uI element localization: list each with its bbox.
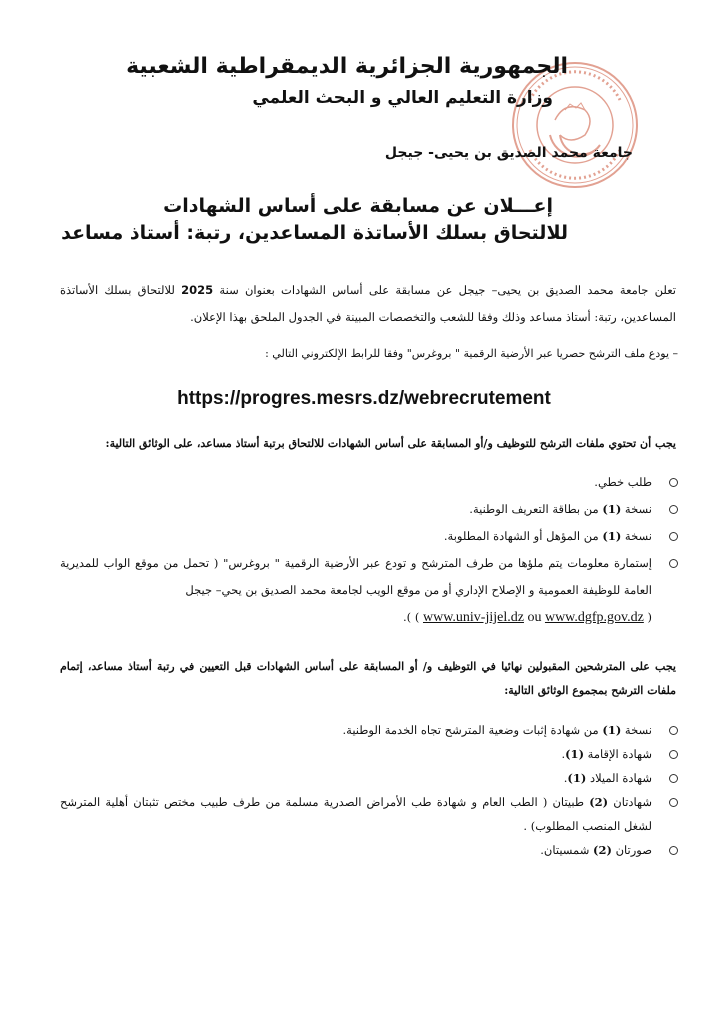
copy-count: (1): [602, 723, 622, 737]
list-item-text: نسخة: [621, 529, 652, 543]
copy-count: (2): [589, 795, 609, 809]
list-item-text: صورتان: [611, 843, 652, 857]
circle-bullet-icon: [669, 846, 678, 855]
intro-text-before: تعلن جامعة محمد الصديق بن يحيى– جيجل عن مسابقة على أساس الشهادات بعنوان سنة: [213, 283, 676, 297]
list-item-text: طبيتان ( الطب العام و شهادة طب الأمراض الصدرية مسلمة من طرف طبيب مختص تثبتان أهلية المترشح لشغل المنصب المطلوب) .: [60, 795, 652, 833]
circle-bullet-icon: [669, 559, 678, 568]
list-item-text: إستمارة معلومات يتم ملؤها من طرف المترشح و تودع عبر الأرضية الرقمية " بروغرس" ( تحمل من موقع الواب للمديرية العامة للوظيفة العمومية و الإصلاح الإداري أو من موقع الويب لجامعة محمد الصديق بن يحي– جيجل: [60, 556, 652, 597]
list-item-text: .: [563, 771, 568, 785]
list-item-text: من شهادة إثبات وضعية المترشح تجاه الخدمة الوطنية.: [342, 723, 603, 737]
list-item-text: من المؤهل أو الشهادة المطلوبة.: [443, 529, 603, 543]
list-item: [60, 790, 680, 838]
paren-open: (: [643, 610, 652, 624]
republic-heading: الجمهورية الجزائرية الديمقراطية الشعبية: [126, 54, 568, 79]
copy-count: (1): [567, 771, 587, 785]
circle-bullet-icon: [669, 798, 678, 807]
intro-paragraph: [60, 277, 676, 331]
circle-bullet-icon: [669, 532, 678, 541]
list-item-text: شهادتان: [608, 795, 652, 809]
deposit-instructions: – يودع ملف الترشح حصريا عبر الأرضية الرقمية " بروغرس" وفقا للرابط الإلكتروني التالي :: [265, 347, 678, 360]
circle-bullet-icon: [669, 726, 678, 735]
university-name: جامعة محمد الصديق بن يحيى- جيجل: [384, 145, 633, 161]
competition-year: 2025: [181, 283, 214, 297]
list-item-text: شمسيتان.: [540, 843, 593, 857]
list-item-text: طلب خطي.: [594, 475, 652, 489]
required-docs-intro: يجب أن تحتوي ملفات الترشح للتوظيف و/أو المسابقة على أساس الشهادات للالتحاق برتبة أستاذ مساعد، على الوثائق التالية:: [105, 437, 676, 450]
list-item-text: نسخة: [621, 502, 652, 516]
list-item: [60, 742, 680, 766]
required-docs-list: [60, 469, 680, 631]
intro-text-after: للالتحاق بسلك الأساتذة المساعدين، رتبة: أستاذ مساعد وذلك وفقا للشعب والتخصصات المبينة في الجدول الملحق بهذا الإعلان.: [60, 283, 676, 324]
list-item-info-form: [60, 550, 680, 631]
announcement-title: إعـــلان عن مسابقة على أساس الشهادات: [163, 195, 553, 217]
copy-count: (1): [565, 747, 585, 761]
list-item-text: شهادة الإقامة: [584, 747, 652, 761]
list-item-text: من بطاقة التعريف الوطنية.: [469, 502, 603, 516]
list-item: [60, 469, 680, 496]
final-docs-intro: يجب على المترشحين المقبولين نهائيا في التوظيف و/ أو المسابقة على أساس الشهادات قبل التعيين في رتبة أستاذ مساعد، إتمام ملفات الترشح بمجموع الوثائق التالية:: [60, 660, 676, 697]
official-seal-icon: [510, 60, 640, 190]
paren-close: ) ).: [403, 610, 423, 624]
copy-count: (1): [602, 502, 622, 516]
list-item: [60, 718, 680, 742]
circle-bullet-icon: [669, 478, 678, 487]
dgfp-link[interactable]: www.dgfp.gov.dz: [544, 610, 644, 625]
or-word: ou: [523, 610, 545, 625]
copy-count: (1): [602, 529, 622, 543]
list-item: [60, 496, 680, 523]
list-item-text: شهادة الميلاد: [586, 771, 652, 785]
list-item: [60, 766, 680, 790]
list-item-text: .: [561, 747, 566, 761]
final-docs-list: [60, 718, 680, 862]
circle-bullet-icon: [669, 750, 678, 759]
progres-recruitment-link[interactable]: https://progres.mesrs.dz/webrecrutement: [177, 388, 551, 409]
copy-count: (2): [593, 843, 612, 857]
circle-bullet-icon: [669, 774, 678, 783]
circle-bullet-icon: [669, 505, 678, 514]
list-item-text: نسخة: [621, 723, 652, 737]
ministry-heading: وزارة التعليم العالي و البحث العلمي: [252, 88, 553, 108]
univ-jijel-link[interactable]: www.univ-jijel.dz: [422, 610, 524, 625]
list-item: [60, 838, 680, 862]
announcement-subtitle: للالتحاق بسلك الأساتذة المساعدين، رتبة: أستاذ مساعد: [61, 222, 568, 244]
list-item: [60, 523, 680, 550]
